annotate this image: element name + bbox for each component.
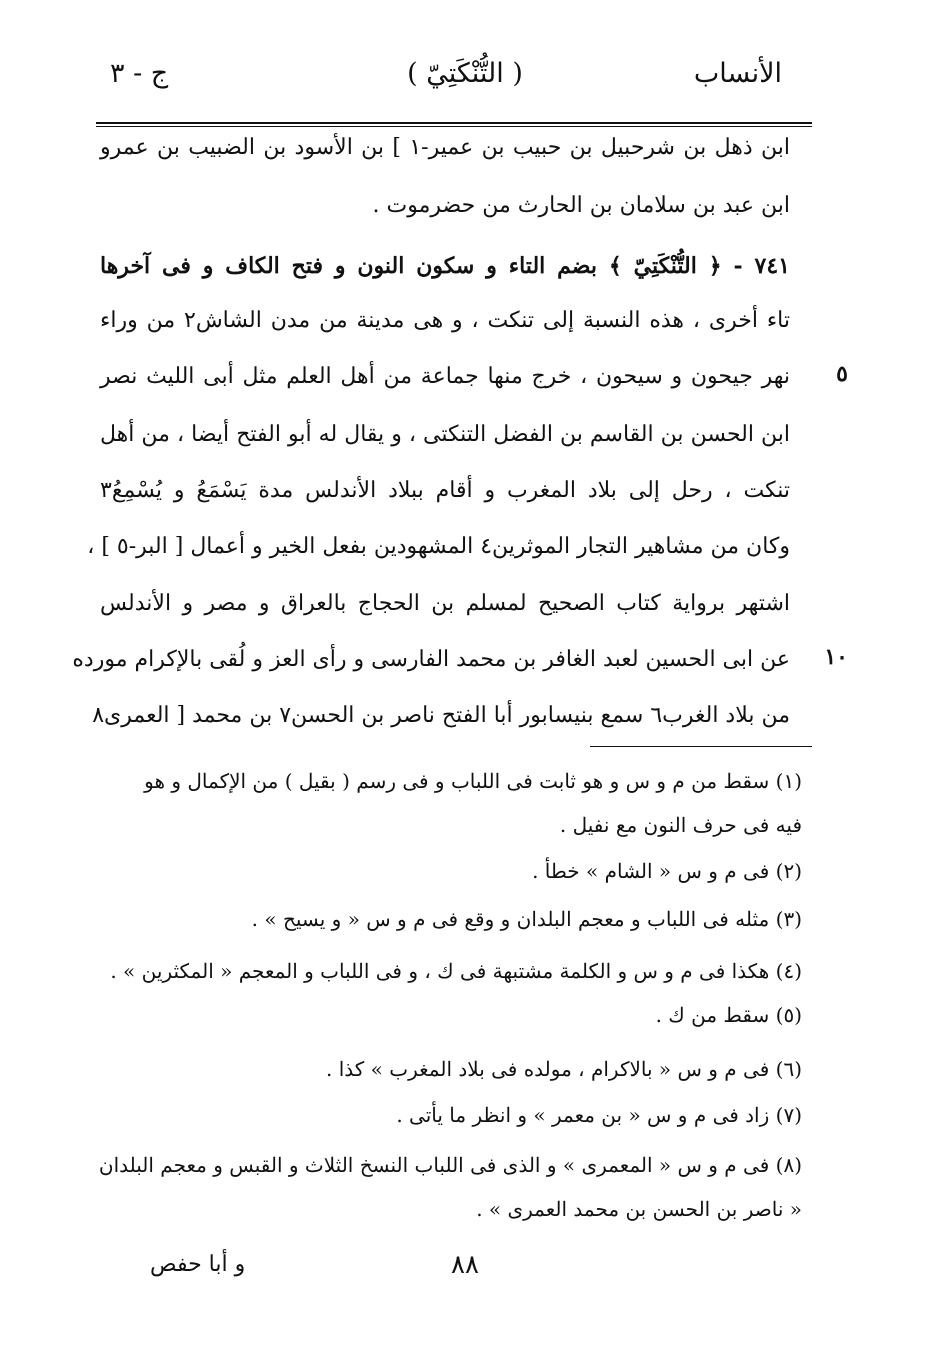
body-line: وكان من مشاهير التجار الموثرين٤ المشهودين بفعل الخير و أعمال [ البر-٥ ] ، [87,534,790,559]
body-line: اشتهر برواية كتاب الصحيح لمسلم بن الحجاج بالعراق و مصر و الأندلس [100,591,790,616]
footnote: (٢) فى م و س « الشام » خطأ . [532,859,802,883]
footnote: (٥) سقط من ك . [655,1003,802,1027]
footnote-separator [590,746,812,747]
book-title: الأنساب [693,58,782,89]
body-line: ابن عبد بن سلامان بن الحارث من حضرموت . [372,193,790,218]
entry-heading-line: ٧٤١ - ﴿ التُّنْكَتِيّ ﴾ بضم التاء و سكون النون و فتح الكاف و فى آخرها [100,253,790,279]
footnote: فيه فى حرف النون مع نفيل . [559,813,802,837]
body-line: ابن الحسن بن القاسم بن الفضل التنكتى ، و يقال له أبو الفتح أيضا ، من أهل [100,422,790,447]
catchword: و أبا حفص [150,1252,246,1277]
body-line: تنكت ، رحل إلى بلاد المغرب و أقام ببلاد الأندلس مدة يَسْمَعُ و يُسْمِعُ٣ [100,478,790,503]
body-line: ابن ذهل بن شرحبيل بن حبيب بن عمير-١ ] بن الأسود بن الضبيب بن عمرو [100,135,790,160]
margin-line-number: ٥ [836,361,848,387]
entry-running-title: ( التُّنْكَتِيّ ) [407,58,523,89]
footnote: « ناصر بن الحسن بن محمد العمرى » . [476,1197,802,1221]
margin-line-number: ١٠ [824,644,848,670]
footnote: (٤) هكذا فى م و س و الكلمة مشتبهة فى ك ، و فى اللباب و المعجم « المكثرين » . [110,959,802,983]
page-number: ٨٨ [451,1250,479,1280]
body-line: عن ابى الحسين لعبد الغافر بن محمد الفارسى و رأى العز و لُقى بالإكرام مورده [72,647,790,672]
header-rule [96,122,812,124]
footnote: (٧) زاد فى م و س « بن معمر » و انظر ما يأتى . [396,1103,802,1127]
footnote: (٣) مثله فى اللباب و معجم البلدان و وقع فى م و س « و يسيح » . [251,907,802,931]
header-rule-thin [96,126,812,127]
footnote: (١) سقط من م و س و هو ثابت فى اللباب و فى رسم ( بقيل ) من الإكمال و هو [144,769,802,793]
body-line: من بلاد الغرب٦ سمع بنيسابور أبا الفتح ناصر بن الحسن٧ بن محمد [ العمرى٨ [92,703,790,728]
body-line: تاء أخرى ، هذه النسبة إلى تنكت ، و هى مدينة من مدن الشاش٢ من وراء [100,308,790,333]
footnote: (٦) فى م و س « بالاكرام ، مولده فى بلاد المغرب » كذا . [326,1057,802,1081]
volume-label: ج - ٣ [110,58,169,89]
footnote: (٨) فى م و س « المعمرى » و الذى فى اللباب النسخ الثلاث و القبس و معجم البلدان [98,1153,802,1177]
body-line: نهر جيحون و سيحون ، خرج منها جماعة من أهل العلم مثل أبى الليث نصر [100,364,790,389]
